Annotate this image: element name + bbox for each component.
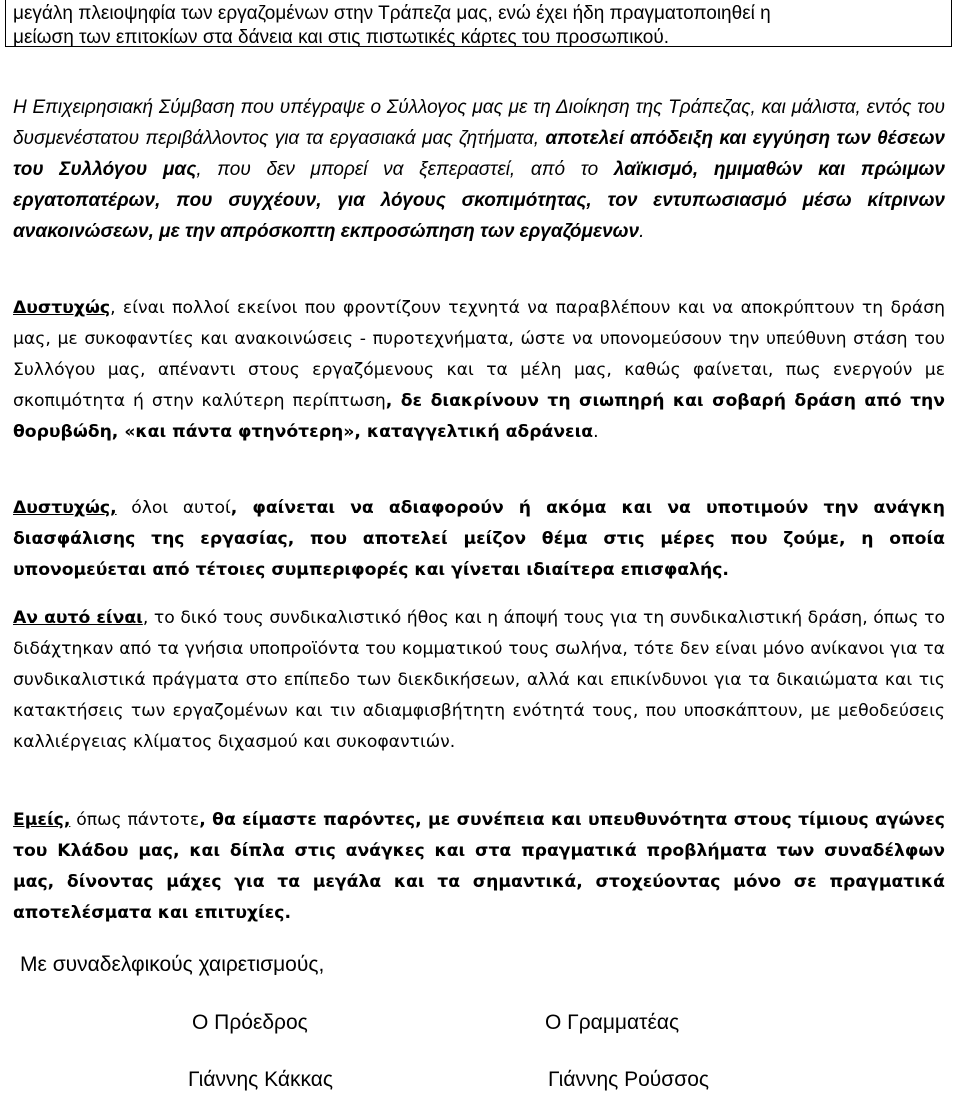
paragraph-we (13, 805, 945, 929)
president-title: Ο Πρόεδρος (192, 1011, 308, 1034)
paragraph-unfortunately-2 (13, 493, 945, 586)
p5-bold-1: , θα είμαστε παρόντες, με συνέπεια και υπευθυνότητα στους τίμιους αγώνες του Κλάδου μας, και δίπλα στις ανάγκες και στα πραγματικά προβλήματα των συναδέλφων μας, δίνοντας μάχες για τα μεγάλα και τα σημαντικά, στοχεύοντας μόνο σε πραγματικά αποτελέσματα και επιτυχίες. (13, 810, 945, 923)
top-paragraph (13, 2, 945, 50)
paragraph-unfortunately-1 (13, 293, 945, 448)
p5-lead: Εμείς, (13, 810, 71, 830)
p2-text-2: . (593, 422, 599, 442)
p3-bold-1: , φαίνεται να αδιαφορούν ή ακόμα και να υποτιμούν την ανάγκη διασφάλισης της εργασίας, που αποτελεί μείζον θέμα στις μέρες που ζούμε, η οποία υπονομεύεται από τέτοιες συμπεριφορές και γίνεται ιδιαίτερα επισφαλής. (13, 498, 945, 580)
p1-text-1: Η Επιχειρησιακή Σύμβαση που υπέγραψε ο Σύλλογος μας με τη Διοίκηση της Τράπεζας, και μάλιστα, εντός του δυσμενέστατου περιβάλλοντος για τα εργασιακά μας ζητήματα, (13, 97, 945, 149)
p3-lead: Δυστυχώς, (13, 498, 117, 518)
top-line-2: μείωση των επιτοκίων στα δάνεια και στις πιστωτικές κάρτες του προσωπικού. (13, 27, 669, 48)
p1-bold-1: αποτελεί απόδειξη και εγγύηση των θέσεων του Συλλόγου μας (13, 128, 945, 180)
paragraph-agreement (13, 92, 945, 247)
p2-lead: Δυστυχώς (13, 298, 111, 318)
p5-text-1: όπως πάντοτε (70, 810, 200, 830)
p1-text-2: , που δεν μπορεί να ξεπεραστεί, από το (196, 159, 614, 180)
p4-text-1: , το δικό τους συνδικαλιστικό ήθος και η άποψή τους για τη συνδικαλιστική δράση, όπως το διδάχτηκαν από τα γνήσια υποπροϊόντα του κομματικού τους σωλήνα, τότε δεν είναι μόνο ανίκανοι για τα συνδικαλιστικά πράγματα στο επίπεδο των διεκδικήσεων, αλλά και επικίνδυνοι για τα δικαιώματα και τις κατακτήσεις των εργαζομένων και τιν αδιαμφισβήτητη ενότητά τους, που υποσκάπτουν, με μεθοδεύσεις καλλιέργειας κλίματος διχασμού και συκοφαντιών. (13, 608, 945, 752)
top-line-1: μεγάλη πλειοψηφία των εργαζομένων στην Τράπεζα μας, ενώ έχει ήδη πραγματοποιηθεί η (13, 3, 771, 24)
p1-text-3: . (639, 221, 645, 242)
p3-text-1: όλοι αυτοί (116, 498, 231, 518)
p4-lead: Αν αυτό είναι (13, 608, 143, 628)
p1-bold-2: λαϊκισμό, ημιμαθών και πρώιμων εργατοπατέρων, που συγχέουν, για λόγους σκοπιμότητας, τον εντυπωσιασμό μέσω κίτρινων ανακοινώσεων, με την απρόσκοπτη εκπροσώπηση των εργαζόμενων (13, 159, 945, 242)
secretary-title: Ο Γραμματέας (545, 1011, 680, 1034)
p2-bold-1: , δε διακρίνουν τη σιωπηρή και σοβαρή δράση από την θορυβώδη, «και πάντα φτηνότερη», καταγγελτική αδράνεια (13, 391, 945, 442)
closing-greeting: Με συναδελφικούς χαιρετισμούς, (20, 953, 325, 976)
secretary-name: Γιάννης Ρούσσος (548, 1068, 709, 1091)
paragraph-if-this-is (13, 603, 945, 758)
p2-text-1: , είναι πολλοί εκείνοι που φροντίζουν τεχνητά να παραβλέπουν και να αποκρύπτουν τη δράση μας, με συκοφαντίες και ανακοινώσεις - πυροτεχνήματα, ώστε να υπονομεύσουν την υπεύθυνη στάση του Συλλόγου μας, απέναντι στους εργαζόμενους και τα μέλη μας, καθώς φαίνεται, πως ενεργούν με σκοπιμότητα ή στην καλύτερη περίπτωση (13, 298, 945, 411)
president-name: Γιάννης Κάκκας (188, 1068, 334, 1091)
